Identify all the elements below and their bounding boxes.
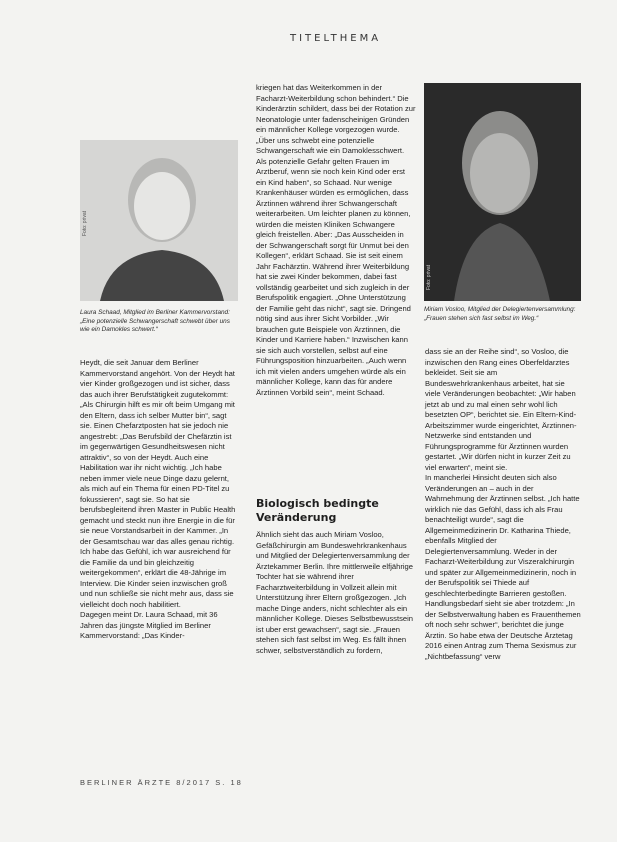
portrait-photo-miriam-vosloo: [424, 83, 581, 301]
body-text: Ähnlich sieht das auch Miriam Vosloo, Gefäßchirurgin am Bundeswehrkrankenhaus und Mitglied der Delegiertenversammlung der Ärztekammer Berlin. Ihre mittlerweile elfjährige Tochter hat sie während ihrer Facharztweiterbildung in Vollzeit allein mit Unterstützung ihrer Eltern großgezogen. „Ich mache Dinge anders, nicht schlechter als ein männlicher Kollege. Dieses Selbstbewusstsein ist uber erst gewachsen“, sagt sie. „Frauen stehen sich fast selbst im Weg. Es fällt ihnen schwer, selbstverständlich zu fordern,: [256, 530, 414, 655]
photo-credit-left: Foto: privat: [82, 210, 88, 236]
subheading: Biologisch bedingte Veränderung: [256, 497, 379, 524]
photo-caption-left: Laura Schaad, Mitglied im Berliner Kammervorstand: „Eine potenzielle Schwangerschaft schwebt über uns wie ein Damokles schwert.“: [80, 309, 230, 334]
portrait-illustration: [424, 83, 581, 301]
section-header: TITELTHEMA: [290, 33, 382, 44]
photo-caption-right: Miriam Vosloo, Mitglied der Delegiertenversammlung: „Frauen stehen sich fast selbst im Weg.“: [424, 306, 576, 322]
page-footer: BERLINER ÄRZTE 8/2017 S. 18: [80, 778, 243, 787]
text-column-1: [80, 358, 238, 642]
portrait-photo-laura-schaad: [80, 140, 238, 301]
text-column-3: [425, 347, 581, 662]
body-text: kriegen hat das Weiterkommen in der Facharzt-Weiterbildung schon behindert.“ Die Kinderärztin schildert, dass bei der Rotation zur Neonatologie unter fadenscheinigen Gründen ein männlicher Kollege vorgezogen wurde. „Über uns schwebt eine potenzielle Schwangerschaft wie ein Damoklesschwert. Als potenzielle Gefahr gelten Frauen im Arztberuf, wenn sie noch kein Kind oder erst ein Kind haben“, so Schaad. Nur wenige Krankenhäuser würden es ermöglichen, dass Ärztinnen während ihrer Schwangerschaft weiterarbeiten. Um leichter planen zu können, würden die meisten Kliniken Schwangere gleich freistellen. Aber: „Das Ausscheiden in der Schwangerschaft sorgt für Unmut bei den Kollegen“, erklärt Schaad. Sie ist seit einem Jahr Fachärztin. Während ihrer Weiterbildung hat sie zwei Kinder bekommen, dabei fast vollständig gearbeitet und sich zugleich in der Berufspolitik engagiert. „Ohne Unterstützung der Familie geht das nicht“, sagt sie. Dringend nötig sind aus ihrer Sicht Vorbilder. „Wir brauchen gute Beispiele von Ärztinnen, die Kinder und Karriere haben.“ Inzwischen kann sie sich auch vorstellen, selbst auf eine Führungsposition hinzuarbeiten. „Auch wenn ich mit vielen anders umgehen würde als ein männlicher Kollege, kann das für andere Ärztinnen Vorbild sein“, meint Schaad.: [256, 83, 416, 397]
text-column-2-continued: [256, 530, 416, 656]
text-column-2: [256, 83, 416, 398]
body-text: dass sie an der Reihe sind“, so Vosloo, die inzwischen den Rang eines Oberfeldarztes bekleidet. Seit sie am Bundeswehrkrankenhaus arbeitet, hat sie viele Veränderungen beobachtet: „Wir haben jetzt ab und zu mal einen sehr wohl lich besetzten OP“, berichtet sie. Ein Eltern-Kind-Arbeitszimmer wurde eingerichtet, Ärztinnen-Netzwerke sind entstanden und Führungsprogramme für Ärztinnen wurden gestartet. „Wir dürfen nicht in kurzer Zeit zu viel erwarten“, meint sie. In mancherlei Hinsicht deuten sich also Veränderungen an – auch in der Wahrnehmung der Ärztinnen selbst. „Ich hatte wirklich nie das Gefühl, dass ich als Frau benachteiligt wurde“, sagt die Allgemeinmedizinerin Dr. Katharina Thiede, ebenfalls Mitglied der Delegiertenversammlung. Weder in der Facharzt-Weiterbildung zur Viszeralchirurgin und später zur Allgemeinmedizinerin, noch in der Berufspolitik sei Thiede auf geschlechterbedingte Barrieren gestoßen. Handlungsbedarf sieht sie aber trotzdem: „In der Selbstverwaltung haben es Frauenthemen oft noch sehr schwer“, berichtet die junge Ärztin. So habe etwa der Deutsche Ärztetag 2016 einen Antrag zum Thema Sexismus zur „Nichtbefassung“ verw: [425, 347, 581, 661]
photo-credit-right: Foto: privat: [426, 264, 432, 290]
portrait-illustration: [80, 140, 238, 301]
body-text: Heydt, die seit Januar dem Berliner Kammervorstand angehört. Von der Heydt hat vier Kinder großgezogen und ist sicher, dass das auch ihrer Berufstätigkeit zugutekommt: „Als Chirurgin hilft es mir oft beim Umgang mit den Eltern, dass ich selber Mutter bin“, sagt sie. Einen Chefarztposten hat sie jedoch nie angestrebt: „Das Berufsbild der Chefärztin ist im gegenwärtigen Gesundheitswesen nicht attraktiv“, so von der Heydt. Auch eine Habilitation war ihr nicht wichtig. „Ich habe neben immer viele neue Dinge dazu gelernt, als mich auf ein Thema für einen PD-Titel zu fokussieren“, sagt sie. So hat sie berufsbegleitend ihren Master in Public Health gemacht und steckt nun ihre Energie in die für sie neue Vorstandsarbeit in der Kammer. „In der Gesamtschau war das alles genau richtig. Ich habe das Gefühl, ich war ausreichend für die Familie da und bin gleichzeitig weitergekommen“, erklärt die 48-Jährige im Interview. Die Kinder seien inzwischen groß und nun schließe sie nicht mehr aus, dass sie vielleicht doch noch habilitiert. Dagegen meint Dr. Laura Schaad, mit 36 Jahren das jüngste Mitglied im Berliner Kammervorstand: „Das Kinder-: [80, 358, 236, 640]
